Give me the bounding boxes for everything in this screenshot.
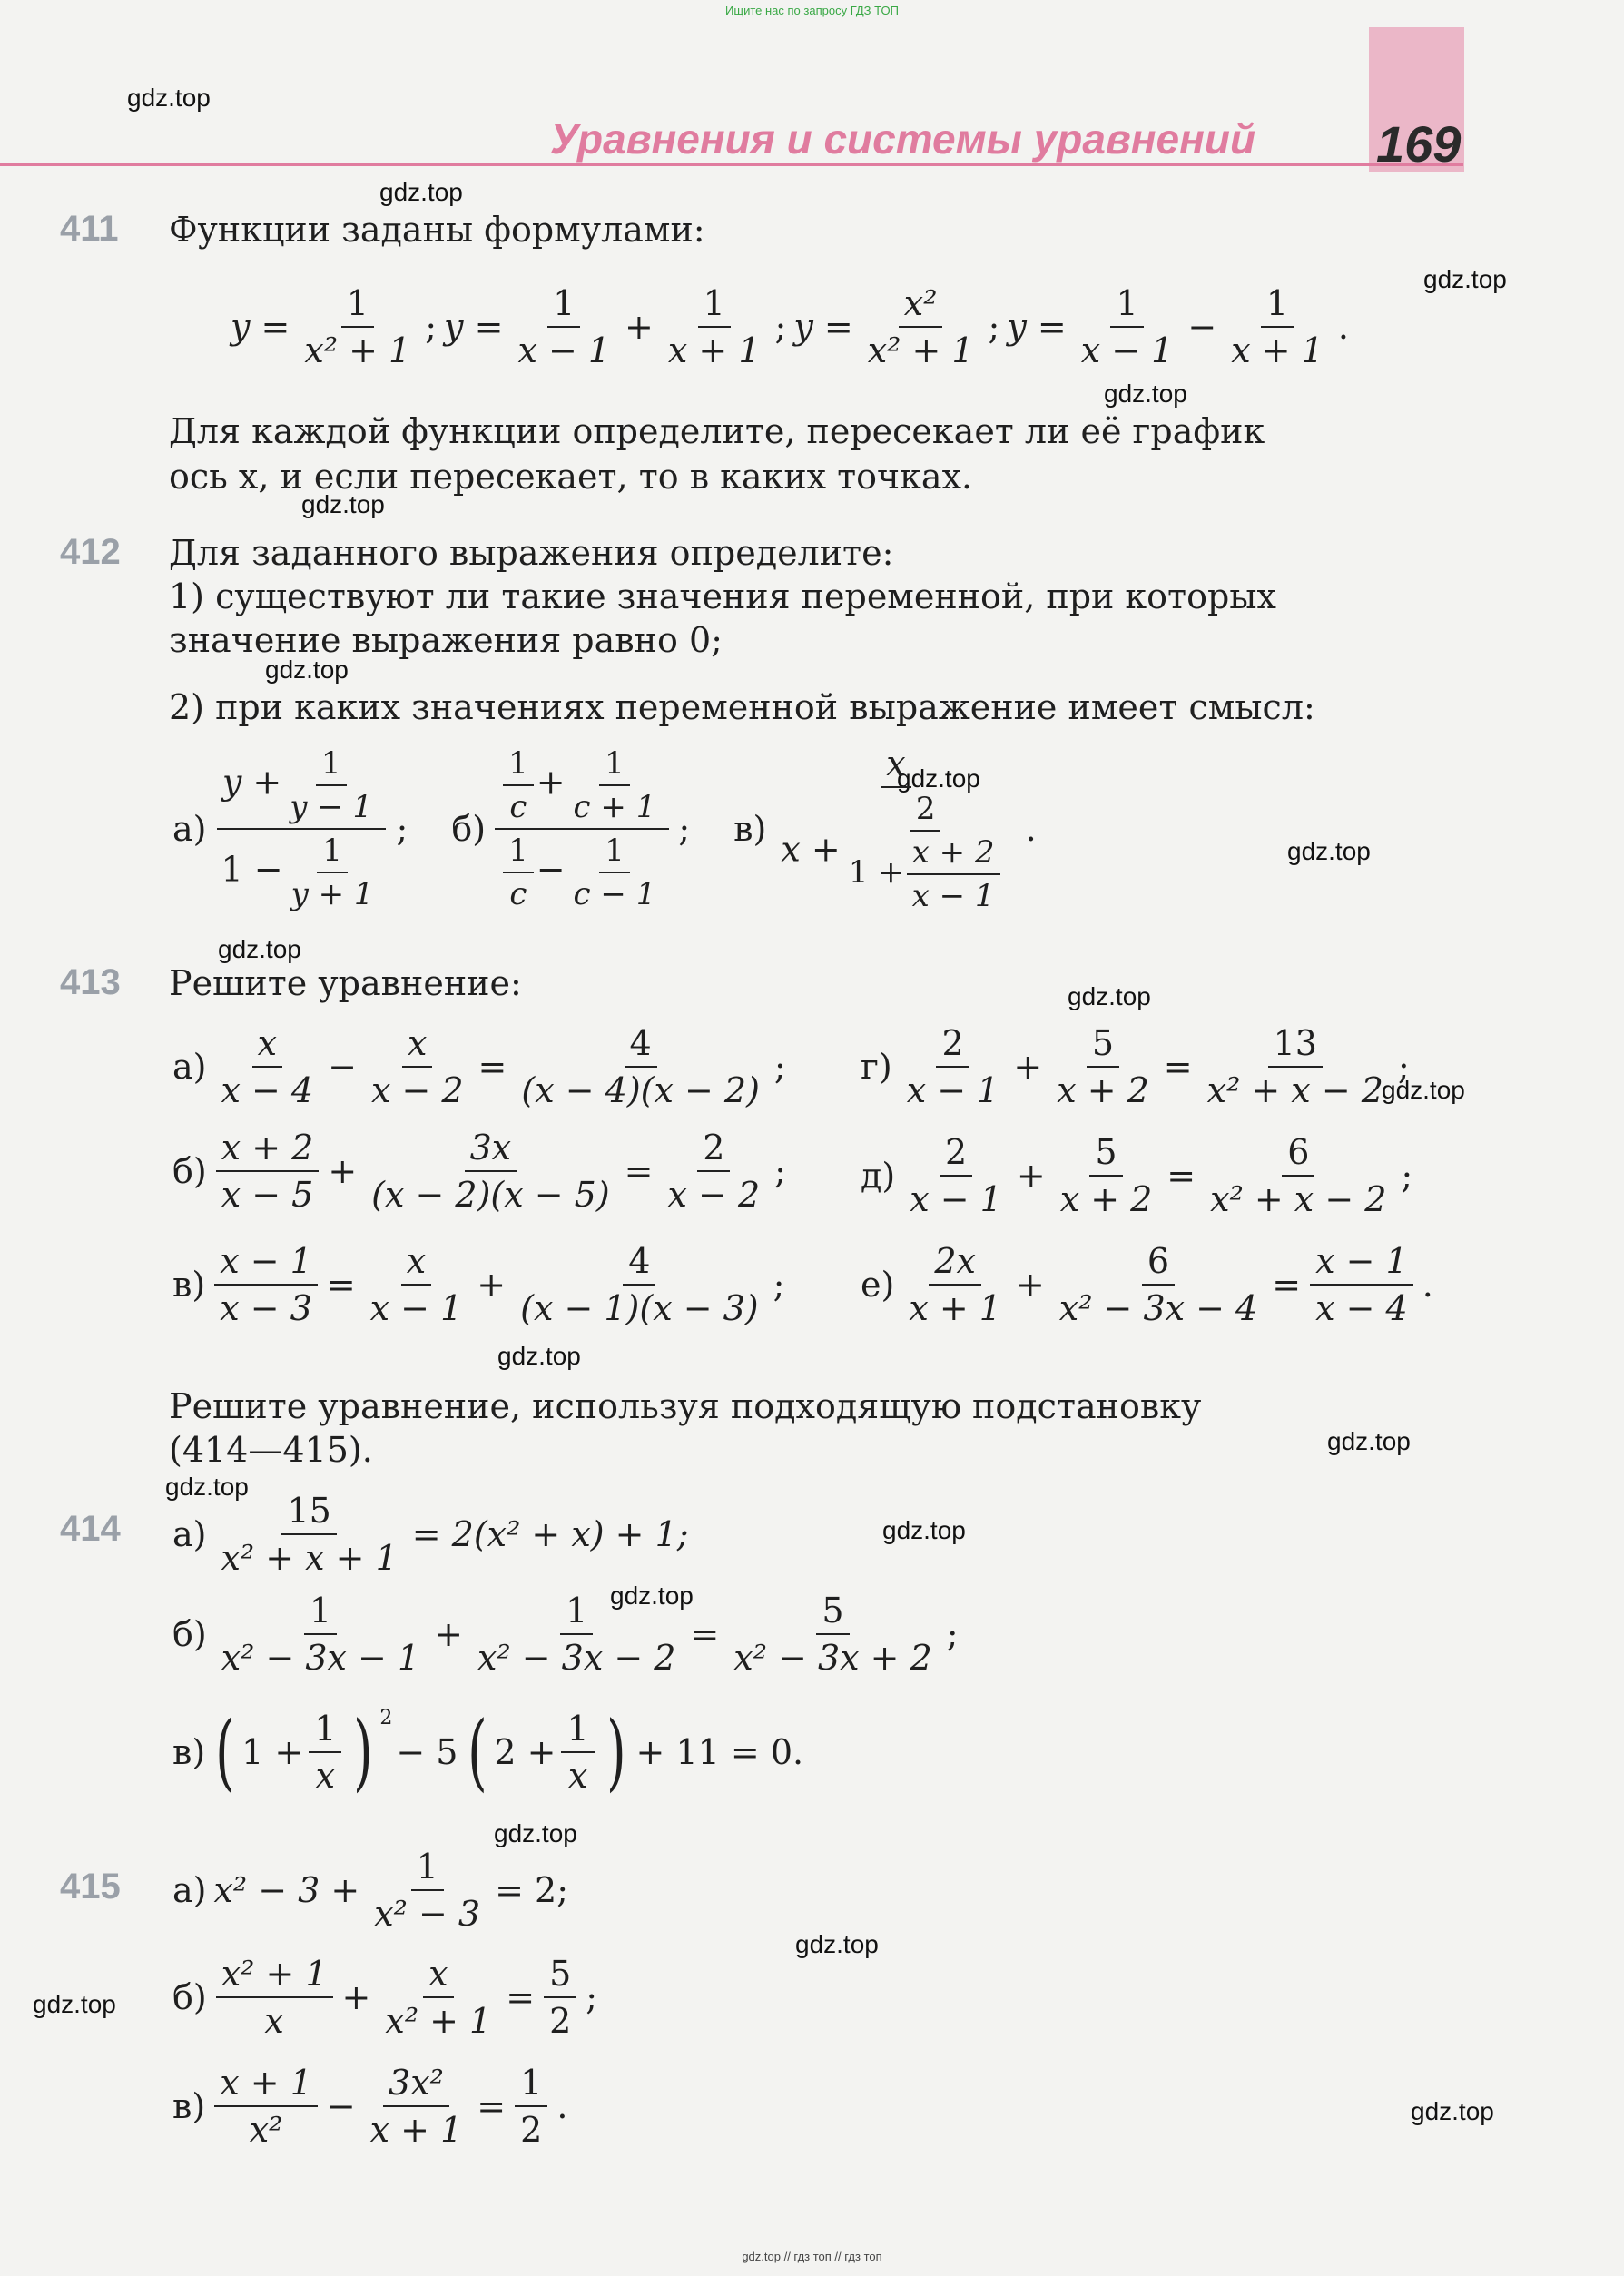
watermark: gdz.top	[882, 1516, 966, 1544]
problem-number-412: 412	[60, 532, 121, 572]
equation-414-a: а) $\frac{15}{\text{x² + x + 1}}$ = 2(x² + x) + 1;	[172, 1491, 689, 1578]
watermark: gdz.top	[1327, 1427, 1411, 1455]
watermark: gdz.top	[1382, 1076, 1465, 1104]
equation-413-v: в) $\frac{x - 1}{x - 3}$ = $\frac{x}{x - 1}$ + $\frac{4}{(x - 1)(x - 3)}$ ;	[172, 1241, 785, 1328]
watermark: gdz.top	[897, 764, 980, 793]
problem-411-formulas: y = $\frac{1}{\text{x² + 1}}$ ; y = $\frac{1}{x - 1}$ + $\frac{1}{x + 1}$ ; y = $\frac{\text{x²}}{\text{x² + 1}}$ ; y = $\frac{1}{x - 1}$ − $\frac{1}{x + 1}$ .	[231, 283, 1349, 370]
page-header-title: Уравнения и системы уравнений	[550, 115, 1256, 163]
watermark: gdz.top	[1411, 2097, 1494, 2125]
watermark: gdz.top	[165, 1473, 249, 1501]
equation-415-a: а) x² − 3 + $\frac{1}{\text{x² − 3}}$ = 2;	[172, 1847, 568, 1934]
watermark: gdz.top	[33, 1990, 116, 2018]
bottom-note: gdz.top // гдз топ // гдз топ	[742, 2250, 882, 2263]
problem-number-414: 414	[60, 1509, 121, 1549]
equation-413-a: а) $\frac{x}{x - 4}$ − $\frac{x}{x - 2}$ = $\frac{4}{(x - 4)(x - 2)}$ ;	[172, 1023, 786, 1110]
watermark: gdz.top	[1068, 982, 1151, 1010]
watermark: gdz.top	[218, 935, 301, 963]
equation-413-e: е) $\frac{2x}{x + 1}$ + $\frac{6}{\text{x² − 3x − 4}}$ = $\frac{x - 1}{x - 4}$ .	[861, 1241, 1433, 1328]
problem-411-text: Функции заданы формулами:	[169, 210, 705, 250]
equation-413-g: г) $\frac{2}{x - 1}$ + $\frac{5}{x + 2}$ = $\frac{13}{\text{x² + x − 2}}$ ;	[861, 1023, 1410, 1110]
equation-413-b: б) $\frac{x + 2}{x - 5}$ + $\frac{3x}{(x - 2)(x - 5)}$ = $\frac{2}{x - 2}$ ;	[172, 1128, 786, 1215]
watermark: gdz.top	[1104, 379, 1187, 408]
watermark: gdz.top	[497, 1342, 581, 1370]
header-rule	[0, 163, 1463, 166]
problem-412-expressions: а) y + $\frac{1}{y - 1}$ 1 − $\frac{1}{y + 1}$ ; б) $\frac{1}{c}$ + $\frac{1}{c + 1}$ $\frac{1}{c}$ − $\frac{1}{c - 1}$ ; в) x x + 2 1 + $\frac{x + 2}{x - 1}$ .	[172, 743, 1037, 914]
page-number: 169	[1376, 115, 1462, 172]
problem-number-411: 411	[60, 209, 119, 249]
watermark: gdz.top	[301, 490, 385, 518]
watermark: gdz.top	[127, 84, 211, 112]
top-note: Ищите нас по запросу ГДЗ ТОП	[725, 4, 899, 17]
equation-415-b: б) $\frac{\text{x² + 1}}{x}$ + $\frac{x}{\text{x² + 1}}$ = $\frac{5}{2}$ ;	[172, 1954, 598, 2041]
watermark: gdz.top	[795, 1930, 879, 1958]
equation-413-d: д) $\frac{2}{x - 1}$ + $\frac{5}{x + 2}$ = $\frac{6}{\text{x² + x − 2}}$ ;	[861, 1132, 1413, 1219]
watermark: gdz.top	[1423, 265, 1507, 293]
problem-number-413: 413	[60, 962, 121, 1002]
problem-number-415: 415	[60, 1867, 121, 1907]
equation-415-v: в) $\frac{x + 1}{\text{x²}}$ − $\frac{\text{3x²}}{x + 1}$ = $\frac{1}{2}$ .	[172, 2063, 568, 2150]
watermark: gdz.top	[379, 178, 463, 206]
watermark: gdz.top	[494, 1819, 577, 1847]
problem-411-question-line2: ось x, и если пересекает, то в каких точках.	[169, 457, 973, 497]
instruction-414-415-line1: Решите уравнение, используя подходящую подстановку	[169, 1386, 1202, 1426]
problem-412-line3: значение выражения равно 0;	[169, 620, 723, 660]
problem-411-question-line1: Для каждой функции определите, пересекает ли её график	[169, 411, 1265, 451]
problem-412-line4: 2) при каких значениях переменной выражение имеет смысл:	[169, 687, 1315, 727]
watermark: gdz.top	[265, 655, 349, 684]
problem-412-line1: Для заданного выражения определите:	[169, 533, 894, 573]
equation-414-b: б) $\frac{1}{\text{x² − 3x − 1}}$ + $\frac{1}{\text{x² − 3x − 2}}$ = $\frac{5}{\text{x² − 3x + 2}}$ ;	[172, 1591, 959, 1678]
problem-413-text: Решите уравнение:	[169, 963, 522, 1003]
watermark: gdz.top	[1287, 837, 1371, 865]
watermark: gdz.top	[610, 1581, 694, 1610]
instruction-414-415-line2: (414—415).	[169, 1430, 373, 1470]
problem-412-line2: 1) существуют ли такие значения переменной, при которых	[169, 576, 1276, 616]
equation-414-v: в) ( 1 + $\frac{1}{x}$ ) $^2$ − 5 ( 2 + $\frac{1}{x}$ ) + 11 = 0.	[172, 1703, 804, 1800]
